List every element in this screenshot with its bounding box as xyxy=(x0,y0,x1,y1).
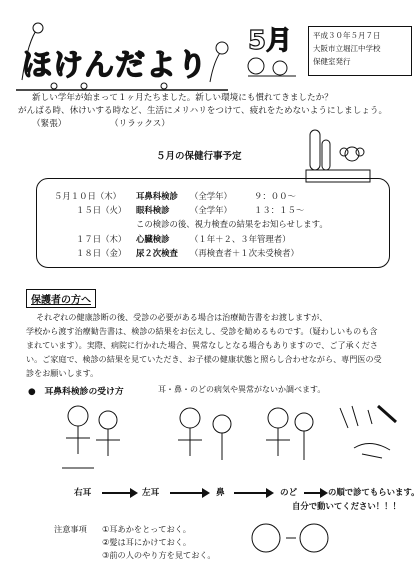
mascot-illustration xyxy=(244,54,300,78)
schedule-row-target: （全学年） xyxy=(190,205,232,215)
schedule-row-time: ９：００～ xyxy=(254,191,296,201)
ent-exam-illustration xyxy=(22,398,412,472)
schedule-row-target: （１年＋２、３年管理者） xyxy=(190,234,291,244)
guardians-heading: 保護者の方へ xyxy=(26,289,96,308)
schedule-row-event: 眼科検診 xyxy=(136,205,170,215)
note-item: ③前の人のやり方を見ておく。 xyxy=(102,550,216,560)
newsletter-page xyxy=(8,6,420,566)
notes-label: 注意事項 xyxy=(54,524,87,534)
step-arrow xyxy=(170,492,204,494)
guardians-line-3: まれています）。実際、病院に行かれた場合、異常なしとなる場合もありますので、ご了承くださ xyxy=(26,340,378,350)
schedule-row-date: １８日（金） xyxy=(76,248,127,258)
intro-tag-tense: （緊張） xyxy=(32,119,67,129)
hair-illustration xyxy=(244,514,344,562)
newsletter-title: ほけんだより xyxy=(22,48,208,83)
schedule-row-date: ５月１０日（木） xyxy=(54,191,121,201)
schedule-row-note: この検診の後、視力検査の結果をお知らせします。 xyxy=(136,219,328,229)
schedule-row-target: （全学年） xyxy=(190,191,232,201)
schedule-row-event: 心臓検診 xyxy=(136,234,170,244)
ent-exam-description: 耳・鼻・のどの病気や異常がないか調べます。 xyxy=(158,385,326,394)
guardians-line-4: い。ご家庭で、検診の結果を見ていただき、お子様の健康状態と照らし合わせながら、専門医の受 xyxy=(26,354,382,364)
schedule-row-date: １５日（火） xyxy=(76,205,127,215)
guardians-line-5: 診をお願いします。 xyxy=(26,368,99,378)
order-notice: の順で診てもらいます。 xyxy=(328,487,420,497)
step-arrow xyxy=(234,492,268,494)
step-arrow xyxy=(304,492,322,494)
schedule-title: ５月の保健行事予定 xyxy=(156,151,242,162)
guardians-line-1: それぞれの健康診断の後、受診の必要がある場合は治療勧告書をお渡しますが、 xyxy=(36,312,328,322)
issue-date: 平成３０年５月７日 xyxy=(313,31,381,40)
note-item: ②髪は耳にかけておく。 xyxy=(102,537,192,547)
schedule-row-event: 耳鼻科検診 xyxy=(136,191,178,201)
guardians-line-2: 学校から渡す治療勧告書は、検診の結果をお伝えし、受診を勧めるものです。（疑わしいものも含 xyxy=(26,326,378,336)
schedule-row-time: １３：１５～ xyxy=(254,205,305,215)
intro-line-2: がんばる時、休けいする時など、生活にメリハリをつけて、疲れをためないようにしましょう。 xyxy=(18,106,388,116)
step-nose: 鼻 xyxy=(216,488,225,498)
intro-tag-relax: （リラックス） xyxy=(110,119,170,129)
step-right-ear: 右耳 xyxy=(74,488,92,498)
intro-line-1: 新しい学年が始まって１ヶ月たちました。新しい環境にも慣れてきましたか？ xyxy=(32,93,333,103)
move-yourself-notice: 自分で動いてください！！！ xyxy=(292,501,401,511)
schedule-row-event: 尿２次検査 xyxy=(136,248,178,258)
ent-exam-heading: ● 耳鼻科検診の受け方 xyxy=(28,387,124,397)
note-item: ①耳あかをとっておく。 xyxy=(102,524,191,534)
step-left-ear: 左耳 xyxy=(142,488,160,498)
publisher: 保健室発行 xyxy=(313,57,351,66)
step-arrow xyxy=(102,492,132,494)
issue-info-box xyxy=(308,26,412,76)
step-throat: のど xyxy=(280,488,298,498)
schedule-row-date: １７日（木） xyxy=(76,234,127,244)
schedule-row-target: （再検査者＋１次未受検者） xyxy=(190,248,299,258)
month-label: 5月 xyxy=(248,26,293,56)
school-name: 大阪市立堀江中学校 xyxy=(313,44,381,53)
